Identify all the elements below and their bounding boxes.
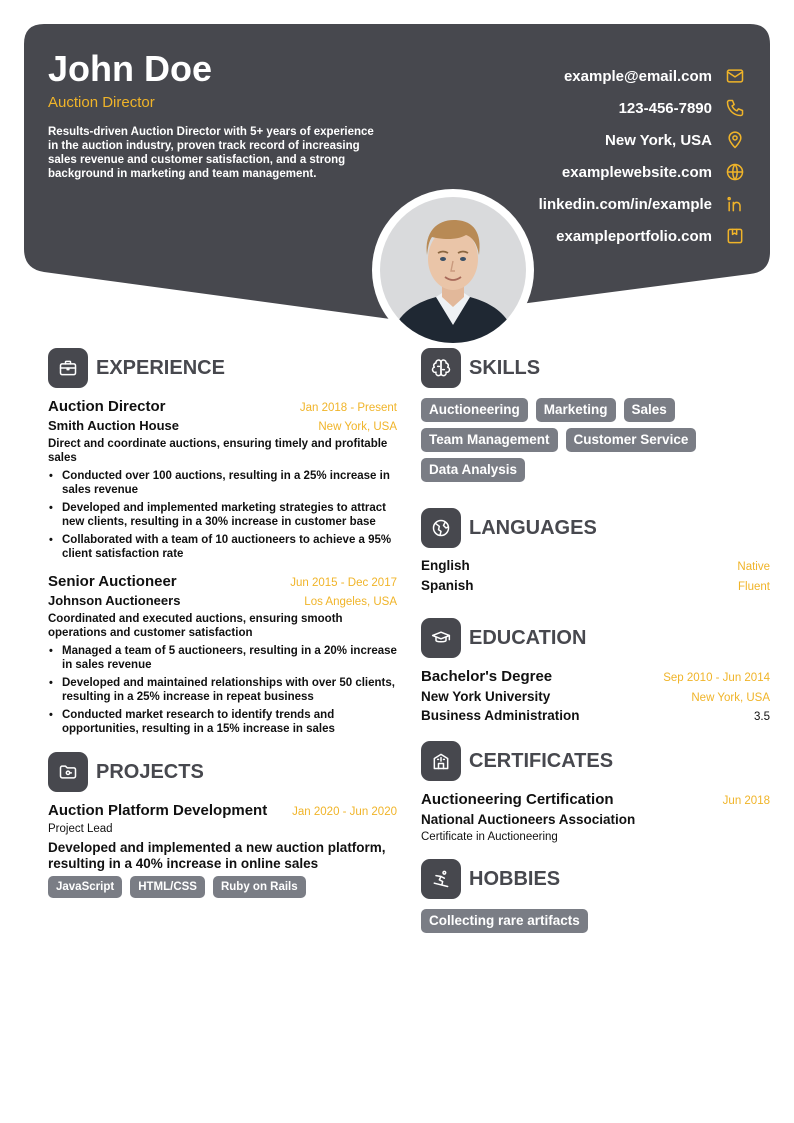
job-entry bbox=[48, 573, 397, 736]
skill-tag: Marketing bbox=[536, 398, 616, 422]
skills-title: SKILLS bbox=[469, 356, 541, 379]
projects-section bbox=[48, 752, 397, 898]
project-entry bbox=[48, 802, 397, 898]
contact-email-text[interactable]: example@email.com bbox=[563, 67, 712, 85]
contact-email[interactable] bbox=[410, 60, 770, 92]
location-pin-icon bbox=[724, 129, 746, 151]
job-achievement: • Collaborated with a team of 10 auctioneers to achieve a 95% client satisfaction rate bbox=[48, 533, 397, 561]
right-column bbox=[421, 348, 770, 955]
job-achievement: • Developed and maintained relationships with over 50 clients, resulting in a 25% increase in repeat business bbox=[48, 676, 397, 704]
job-company: Johnson Auctioneers bbox=[48, 593, 181, 608]
certificate-date: Jun 2018 bbox=[722, 795, 770, 807]
phone-icon bbox=[724, 97, 746, 119]
project-tags bbox=[48, 876, 397, 898]
job-company: Smith Auction House bbox=[48, 418, 179, 433]
language-level: Fluent bbox=[738, 581, 770, 593]
avatar bbox=[380, 197, 526, 343]
project-title: Auction Platform Development bbox=[48, 802, 268, 819]
languages-section bbox=[421, 508, 770, 598]
job-location: Los Angeles, USA bbox=[304, 596, 397, 608]
left-column bbox=[48, 348, 397, 914]
certificate-name: Auctioneering Certification bbox=[421, 791, 614, 808]
skiing-icon bbox=[421, 859, 461, 899]
skill-tag: Data Analysis bbox=[421, 458, 525, 482]
language-level: Native bbox=[737, 561, 770, 573]
project-description: Developed and implemented a new auction platform, resulting in a 40% increase in online sales bbox=[48, 840, 386, 871]
language-globe-icon bbox=[421, 508, 461, 548]
education-header bbox=[421, 618, 770, 658]
projects-header bbox=[48, 752, 397, 792]
brain-icon bbox=[421, 348, 461, 388]
skills-list bbox=[421, 398, 721, 488]
language-name: Spanish bbox=[421, 578, 474, 593]
certificates-header bbox=[421, 741, 770, 781]
job-description: Direct and coordinate auctions, ensuring timely and profitable sales bbox=[48, 438, 388, 464]
certificate-issuer: National Auctioneers Association bbox=[421, 812, 636, 827]
experience-title: EXPERIENCE bbox=[96, 356, 225, 379]
hobbies-header bbox=[421, 859, 770, 899]
mail-icon bbox=[724, 65, 746, 87]
candidate-role: Auction Director bbox=[48, 94, 155, 111]
linkedin-icon bbox=[724, 193, 746, 215]
language-name: English bbox=[421, 558, 470, 573]
folder-icon bbox=[48, 752, 88, 792]
project-tag: Ruby on Rails bbox=[213, 876, 306, 898]
projects-title: PROJECTS bbox=[96, 760, 204, 783]
project-tag: JavaScript bbox=[48, 876, 122, 898]
certificates-title: CERTIFICATES bbox=[469, 749, 614, 772]
job-achievement: • Developed and implemented marketing strategies to attract new clients, resulting in a 30% increase in customer base bbox=[48, 501, 397, 529]
job-achievement: • Conducted over 100 auctions, resulting in a 25% increase in sales revenue bbox=[48, 469, 397, 497]
project-role: Project Lead bbox=[48, 823, 113, 835]
education-location: New York, USA bbox=[691, 692, 770, 704]
job-achievements bbox=[48, 644, 397, 736]
skill-tag: Customer Service bbox=[566, 428, 697, 452]
contact-website[interactable] bbox=[410, 156, 770, 188]
job-entry bbox=[48, 398, 397, 561]
job-achievement: • Managed a team of 5 auctioneers, resulting in a 20% increase in sales revenue bbox=[48, 644, 397, 672]
education-title: EDUCATION bbox=[469, 626, 587, 649]
skills-header bbox=[421, 348, 770, 388]
hobbies-section bbox=[421, 859, 770, 939]
skill-tag: Team Management bbox=[421, 428, 558, 452]
skills-section bbox=[421, 348, 770, 488]
contact-phone-text[interactable]: 123-456-7890 bbox=[618, 99, 712, 117]
education-gpa: 3.5 bbox=[754, 711, 770, 723]
project-dates: Jan 2020 - Jun 2020 bbox=[292, 806, 397, 818]
hobby-tag: Collecting rare artifacts bbox=[421, 909, 588, 933]
job-achievement: • Conducted market research to identify trends and opportunities, resulting in a 15% increase in sales bbox=[48, 708, 397, 736]
contact-linkedin-text[interactable]: linkedin.com/in/example bbox=[538, 195, 712, 213]
skill-tag: Sales bbox=[624, 398, 675, 422]
job-title: Senior Auctioneer bbox=[48, 573, 177, 590]
education-section bbox=[421, 618, 770, 723]
job-location: New York, USA bbox=[318, 421, 397, 433]
experience-header bbox=[48, 348, 397, 388]
job-dates: Jan 2018 - Present bbox=[299, 402, 397, 414]
language-row bbox=[421, 578, 770, 598]
hobbies-title: HOBBIES bbox=[469, 867, 561, 890]
header-identity bbox=[48, 48, 378, 181]
language-row bbox=[421, 558, 770, 578]
graduation-cap-icon bbox=[421, 618, 461, 658]
job-title: Auction Director bbox=[48, 398, 166, 415]
project-tag: HTML/CSS bbox=[130, 876, 205, 898]
education-field: Business Administration bbox=[421, 708, 580, 723]
education-dates: Sep 2010 - Jun 2014 bbox=[663, 672, 770, 684]
education-school: New York University bbox=[421, 689, 551, 704]
briefcase-icon bbox=[48, 348, 88, 388]
job-achievements bbox=[48, 469, 397, 561]
candidate-name: John Doe bbox=[48, 48, 213, 89]
job-dates: Jun 2015 - Dec 2017 bbox=[290, 577, 397, 589]
skill-tag: Auctioneering bbox=[421, 398, 528, 422]
contact-location bbox=[410, 124, 770, 156]
building-icon bbox=[421, 741, 461, 781]
contact-location-text: New York, USA bbox=[605, 131, 712, 149]
globe-icon bbox=[724, 161, 746, 183]
experience-section bbox=[48, 348, 397, 736]
contact-website-text[interactable]: examplewebsite.com bbox=[561, 163, 712, 181]
languages-title: LANGUAGES bbox=[469, 516, 597, 539]
candidate-summary: Results-driven Auction Director with 5+ years of experience in the auction industry, proven track record of increasing sales revenue and customer satisfaction, and a strong background in marketing and team management. bbox=[48, 126, 374, 180]
contact-portfolio-text[interactable]: exampleportfolio.com bbox=[556, 227, 712, 245]
certificate-description: Certificate in Auctioneering bbox=[421, 831, 558, 843]
contact-phone[interactable] bbox=[410, 92, 770, 124]
hobbies-list bbox=[421, 909, 770, 939]
portfolio-icon bbox=[724, 225, 746, 247]
languages-header bbox=[421, 508, 770, 548]
education-degree: Bachelor's Degree bbox=[421, 668, 553, 685]
certificates-section bbox=[421, 741, 770, 843]
job-description: Coordinated and executed auctions, ensuring smooth operations and customer satisfaction bbox=[48, 613, 343, 639]
